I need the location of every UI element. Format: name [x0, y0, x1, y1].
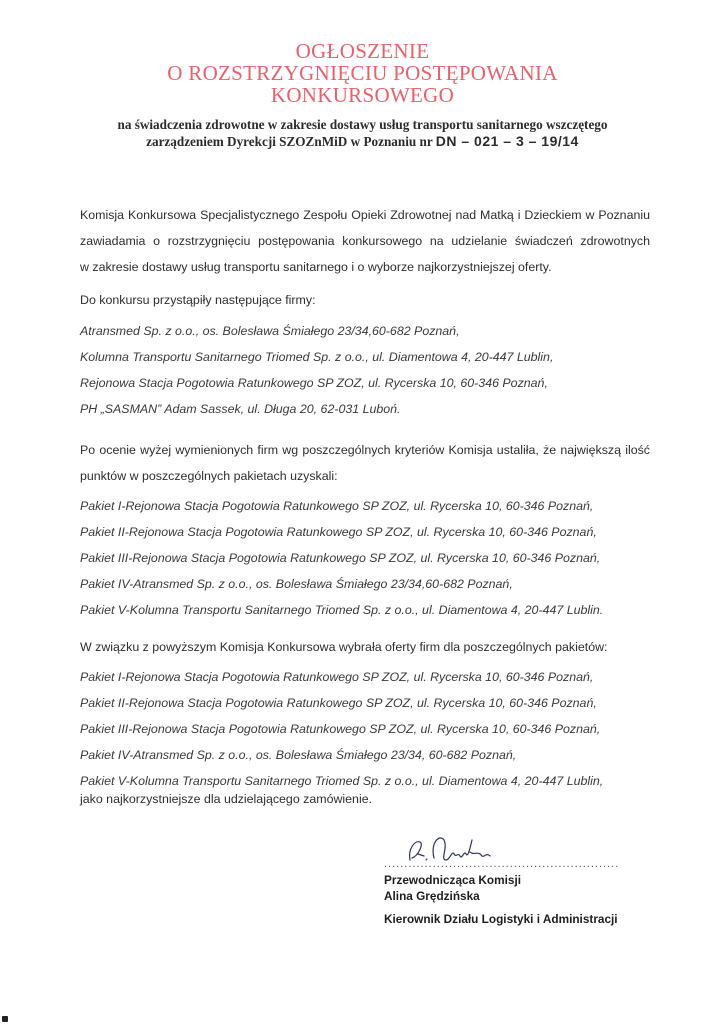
signature-position: Kierownik Działu Logistyki i Administracji	[384, 912, 618, 926]
evaluation-list	[80, 493, 650, 623]
list-item: Rejonowa Stacja Pogotowia Ratunkowego SP ZOZ, ul. Rycerska 10, 60-346 Poznań,	[80, 376, 548, 390]
selection-list	[80, 664, 650, 794]
list-item: Pakiet II-Rejonowa Stacja Pogotowia Ratunkowego SP ZOZ, ul. Rycerska 10, 60-346 Poznań,	[80, 525, 597, 539]
reference-number: DN – 021 – 3 – 19/14	[435, 133, 579, 149]
participants-heading: Do konkursu przystąpiły następujące firmy:	[80, 293, 316, 307]
participants-section	[80, 287, 650, 313]
subtitle-line-2	[0, 133, 725, 150]
list-item: Pakiet IV-Atransmed Sp. z o.o., os. Bolesława Śmiałego 23/34, 60-682 Poznań,	[80, 748, 517, 762]
list-item: Atransmed Sp. z o.o., os. Bolesława Śmiałego 23/34,60-682 Poznań,	[80, 324, 460, 338]
selection-section	[80, 634, 650, 660]
document-title	[0, 40, 725, 106]
list-item: Pakiet I-Rejonowa Stacja Pogotowia Ratunkowego SP ZOZ, ul. Rycerska 10, 60-346 Poznań,	[80, 670, 594, 684]
list-item: Pakiet II-Rejonowa Stacja Pogotowia Ratunkowego SP ZOZ, ul. Rycerska 10, 60-346 Poznań,	[80, 696, 597, 710]
title-line-3: KONKURSOWEGO	[270, 83, 455, 107]
evaluation-line-2: punktów w poszczególnych pakietach uzyskali:	[80, 469, 338, 483]
signature-name: Alina Grędzińska	[384, 889, 480, 903]
title-line-2: O ROZSTRZYGNIĘCIU POSTĘPOWANIA	[167, 61, 558, 85]
list-item: Pakiet V-Kolumna Transportu Sanitarnego Triomed Sp. z o.o., ul. Diamentowa 4, 20-447 Lublin,	[80, 774, 604, 788]
intro-line-1: Komisja Konkursowa Specjalistycznego Zespołu Opieki Zdrowotnej nad Matką i Dzieckiem w Poznaniu	[80, 208, 650, 222]
selection-heading: W związku z powyższym Komisja Konkursowa wybrała oferty firm dla poszczególnych pakietów:	[80, 640, 608, 654]
closing-line: jako najkorzystniejsze dla udzielającego zamówienie.	[80, 792, 373, 806]
intro-paragraph	[80, 202, 650, 280]
title-line-1: OGŁOSZENIE	[295, 39, 430, 63]
list-item: Pakiet I-Rejonowa Stacja Pogotowia Ratunkowego SP ZOZ, ul. Rycerska 10, 60-346 Poznań,	[80, 499, 594, 513]
selection-closing	[80, 786, 650, 812]
list-item: Pakiet IV-Atransmed Sp. z o.o., os. Bolesława Śmiałego 23/34,60-682 Poznań,	[80, 577, 513, 591]
list-item: Pakiet III-Rejonowa Stacja Pogotowia Ratunkowego SP ZOZ, ul. Rycerska 10, 60-346 Poznań,	[80, 551, 601, 565]
scan-mark	[2, 1016, 8, 1022]
subtitle-line-1: na świadczenia zdrowotne w zakresie dostawy usług transportu sanitarnego wszczętego	[117, 117, 608, 132]
intro-line-3: w zakresie dostawy usług transportu sanitarnego i o wyborze najkorzystniejszej oferty.	[80, 260, 552, 274]
list-item: Pakiet V-Kolumna Transportu Sanitarnego Triomed Sp. z o.o., ul. Diamentowa 4, 20-447 Lublin.	[80, 603, 604, 617]
evaluation-line-1: Po ocenie wyżej wymienionych firm wg poszczególnych kryteriów Komisja ustaliła, że największą ilość	[80, 443, 650, 457]
document-subtitle	[0, 116, 725, 150]
subtitle-line-2-text: zarządzeniem Dyrekcji SZOZnMiD w Poznaniu nr	[146, 134, 433, 149]
signature-line: ..........................................................	[384, 858, 620, 870]
list-item: PH „SASMAN” Adam Sassek, ul. Długa 20, 62-031 Luboń.	[80, 402, 401, 416]
signature-role: Przewodnicząca Komisji	[384, 873, 522, 887]
participants-list	[80, 318, 650, 422]
intro-line-2: zawiadamia o rozstrzygnięciu postępowania konkursowego na udzielanie świadczeń zdrowotnych	[80, 234, 650, 248]
evaluation-paragraph	[80, 437, 650, 489]
list-item: Kolumna Transportu Sanitarnego Triomed Sp. z o.o., ul. Diamentowa 4, 20-447 Lublin,	[80, 350, 554, 364]
list-item: Pakiet III-Rejonowa Stacja Pogotowia Ratunkowego SP ZOZ, ul. Rycerska 10, 60-346 Poznań,	[80, 722, 601, 736]
